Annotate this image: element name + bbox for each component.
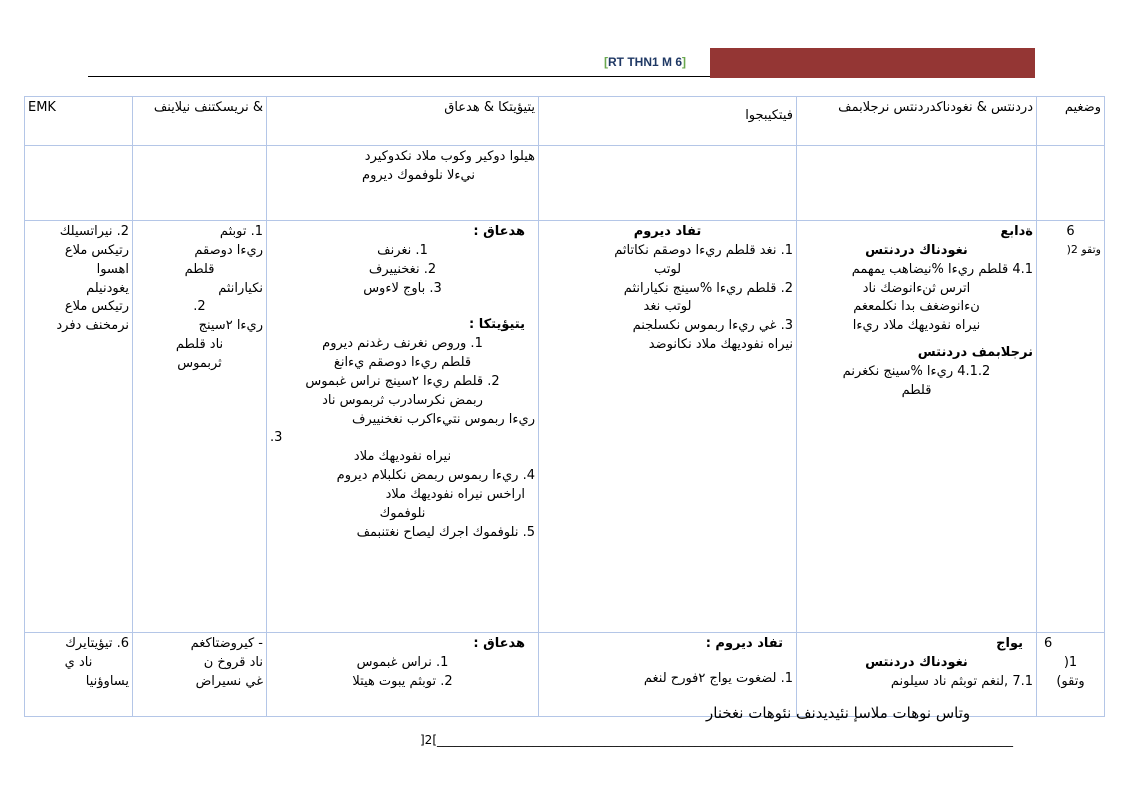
sk-title: نغودناك دردنتس	[865, 654, 968, 670]
row2-emk-line: ناد ي	[64, 654, 93, 670]
minggu-text: وتقو)	[1056, 673, 1085, 689]
row2-strategi-line: - كيروضتاكغم	[190, 636, 263, 651]
qaedah-item: 1. نغرنف	[377, 242, 428, 258]
note-cell-minggu	[1037, 146, 1105, 221]
row1-minggu	[1037, 221, 1105, 633]
row1-strategi-line: ريءا دوصقم	[194, 242, 263, 258]
aktiviti-title: يتيؤيتكا :	[469, 317, 525, 333]
col-header-aktiviti: يتيؤيتكا & هدعاق	[267, 97, 539, 146]
sk-item: نءانوضغف بدا نكلمعغم	[853, 299, 980, 315]
qaedah-title: هدعاق :	[473, 636, 525, 651]
qaedah-item: 2. نغخنييرف	[368, 261, 437, 277]
row1-pembelajaran	[539, 221, 797, 633]
code-bracket-close: ]	[682, 55, 687, 69]
sk-item: نيراه نفوديهك ملاد ريءا	[852, 318, 981, 334]
aktiviti-item: 4. ريءا ربموس ربمض نكلبلام ديروم	[336, 468, 535, 484]
objektif-title: تفاد ديروم :	[705, 636, 783, 651]
row1-aktiviti	[267, 221, 539, 633]
week-row-1	[25, 221, 1105, 633]
row2-strategi-line: غي نسيراض	[195, 673, 263, 689]
row1-strategi-line: قلطم	[184, 261, 215, 277]
row1-emk-line: نرمخنف دفرد	[56, 318, 129, 334]
objektif-title: تفاد ديروم	[633, 224, 702, 239]
row2-emk-line: يساوؤنيا	[85, 673, 129, 689]
tema-label: ةدابع	[1000, 224, 1033, 239]
sk-title: نغودناك دردنتس	[865, 242, 968, 258]
qaedah-title: هدعاق :	[473, 224, 525, 239]
row1-standard	[797, 221, 1037, 633]
aktiviti-item: نلوفموك	[379, 505, 426, 521]
row2-emk-line: 6. تيؤيتايرك	[65, 636, 129, 651]
note-line-1: هيلوا دوكير وكوب ملاد نكدوكيرد	[364, 149, 535, 164]
row2-aktiviti	[267, 633, 539, 717]
aktiviti-item: ريءا ربموس نتيءاكرب نغخنييرف	[352, 411, 535, 427]
row1-strategi-line: ريءا ٢سينج	[198, 318, 263, 334]
document-code	[604, 55, 686, 69]
qaedah-item: 1. نراس غبموس	[356, 654, 449, 670]
aktiviti-item: اراخس نيراه نفوديهك ملاد	[385, 486, 525, 502]
objektif-item: لوتب نغد	[643, 299, 692, 315]
sk-item: 7.1 ,لنغم توبثم ناد سيلونم	[890, 673, 1033, 689]
qaedah-item: 2. توبثم يبوت هيتلا	[352, 673, 453, 689]
page-footer	[420, 733, 1088, 747]
objektif-item: 1. نغد قلطم ريءا دوصقم نكاتاثم	[614, 242, 793, 258]
note-cell-aktiviti	[267, 146, 539, 221]
note-row	[25, 146, 1105, 221]
aktiviti-item: ربمض نكرسادرب ثربموس ناد	[322, 392, 483, 408]
row1-strategi-line: 2.	[193, 299, 206, 315]
header-color-bar	[710, 48, 1035, 78]
objektif-item: نيراه نفوديهك ملاد نكانوضد	[648, 337, 793, 353]
note-cell-emk	[25, 146, 133, 221]
row1-strategi-line: نكيارانثم	[218, 280, 263, 296]
aktiviti-item: 2. قلطم ريءا ٢سينج نراس غبموس	[305, 373, 500, 389]
spacer	[270, 298, 535, 316]
col-header-standard: دردنتس & نغودناكدردنتس نرجلابمف	[797, 97, 1037, 146]
sp-item: قلطم	[901, 382, 932, 398]
col-header-pembelajaran: فيتكيبجوا	[539, 97, 797, 146]
objektif-item: 1. لضغوت يواج ٢فورح لنغم	[643, 670, 793, 686]
code-text: RT THN1 M 6	[608, 55, 683, 69]
row1-strategi	[133, 221, 267, 633]
row2-minggu	[1037, 633, 1105, 717]
objektif-item: 3. غي ريءا ربموس نكسلجنم	[632, 318, 793, 334]
minggu-text: وتقو 2(	[1066, 242, 1101, 256]
row1-emk-line: اهسوا	[96, 261, 129, 277]
header-rule	[88, 76, 710, 77]
col-header-strategi: & نريسكتنف نيلاينف	[133, 97, 267, 146]
footer-rule: ________________________________________________________________________________________________	[437, 733, 1013, 747]
spacer	[800, 336, 1033, 344]
row2-strategi	[133, 633, 267, 717]
row1-strategi-line: ثربموس	[177, 355, 222, 371]
row1-emk	[25, 221, 133, 633]
col-header-minggu: وضغيم	[1037, 97, 1105, 146]
sp-title: نرجلابمف دردنتس	[917, 345, 1033, 361]
aktiviti-item: 3.	[270, 430, 283, 446]
page-number: ]2[	[420, 733, 437, 747]
spacer	[542, 654, 793, 670]
sk-item: اترس ثنءانوضك ناد	[862, 280, 971, 296]
overflow-text: وتاس نوهات ملاسإ نئيديدنف نئوهات نغخنار	[706, 704, 971, 722]
aktiviti-item: نيراه نفوديهك ملاد	[353, 449, 452, 465]
row1-emk-line: رتيكس ملاع	[64, 242, 129, 258]
objektif-item: 2. قلطم ريءا %سينج نكيارانثم	[623, 280, 793, 296]
aktiviti-item: 1. وروص نغرنف رغدنم ديروم	[322, 336, 483, 352]
note-line-2: نيءلا نلوفموك ديروم	[362, 167, 475, 183]
tema-label: يواج	[996, 636, 1023, 651]
note-cell-pembelajaran	[539, 146, 797, 221]
code-bracket-open: [	[604, 55, 608, 69]
row1-strategi-line: ناد قلطم	[175, 337, 224, 353]
note-cell-standard	[797, 146, 1037, 221]
row1-strategi-line: 1. توبثم	[219, 224, 263, 239]
aktiviti-item: 5. نلوفموك اجرك ليصاح نغتنبمف	[356, 524, 535, 540]
header-row	[25, 97, 1105, 146]
minggu-number: 6	[1066, 224, 1075, 239]
row1-emk-line: يغودنيلم	[86, 280, 129, 296]
aktiviti-item: قلطم ريءا دوصقم يءانغ	[333, 355, 472, 371]
row2-emk	[25, 633, 133, 717]
row1-emk-line: 2. نيراتسيلك	[59, 224, 129, 239]
note-cell-strategi	[133, 146, 267, 221]
row2-strategi-line: ناد قروخ ن	[203, 654, 263, 670]
qaedah-item: 3. باوج لاءوس	[363, 280, 442, 296]
sp-item: 4.1.2 ريءا %سينج نكغرنم	[842, 363, 991, 379]
minggu-number: 6	[1044, 636, 1053, 651]
lesson-plan-table	[24, 96, 1105, 717]
sk-item: 4.1 قلطم ريءا %نيضاهب يمهمم	[851, 261, 1033, 277]
row1-emk-line: رتيكس ملاع	[64, 299, 129, 315]
col-header-emk: EMK	[25, 97, 133, 146]
objektif-item: لوتب	[653, 261, 682, 277]
minggu-text: 1(	[1063, 654, 1078, 670]
